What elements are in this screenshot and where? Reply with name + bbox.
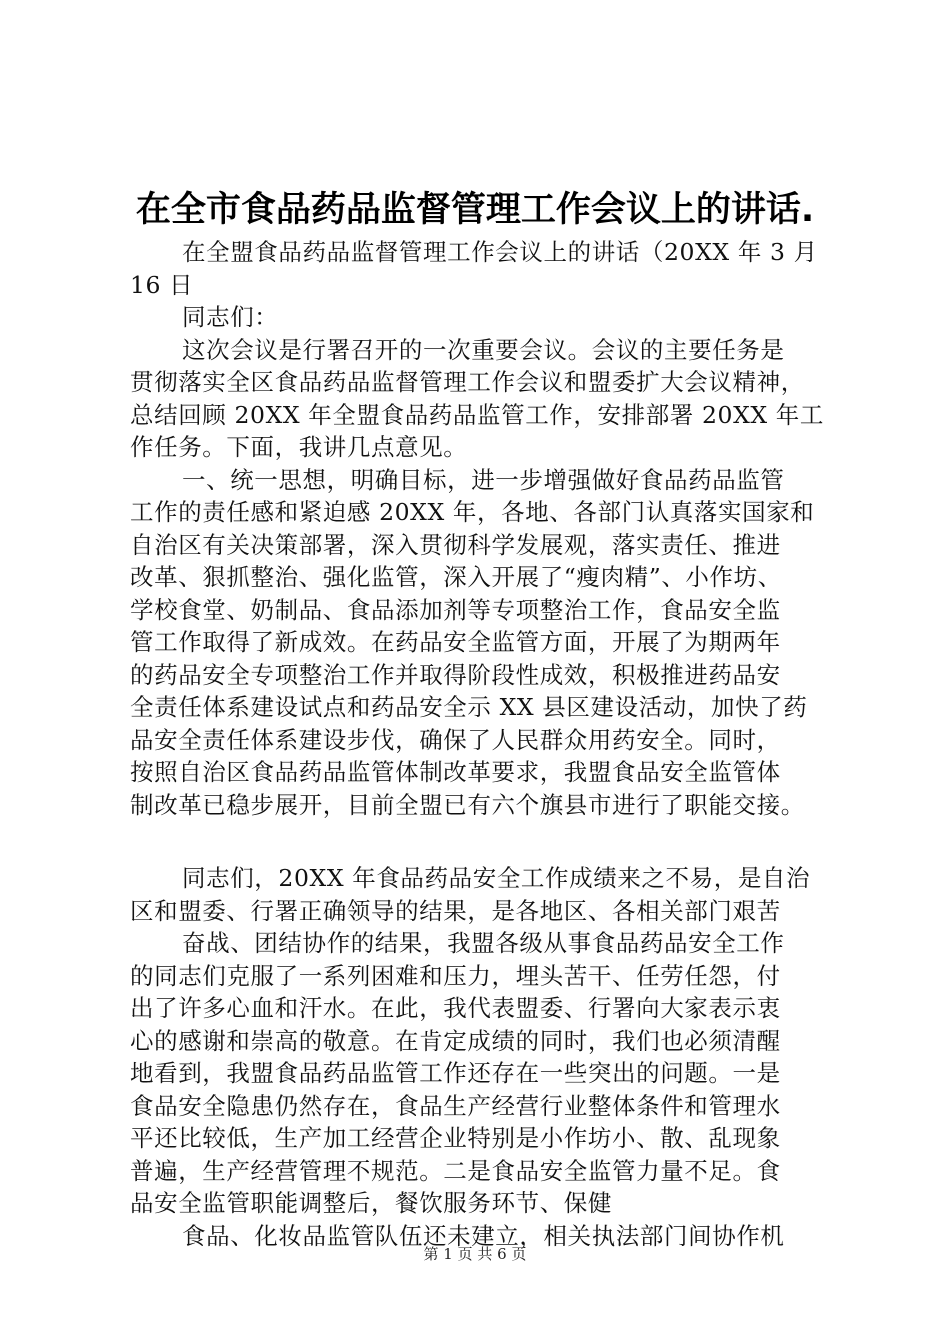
document-body — [130, 236, 830, 1252]
text-line: 食品安全隐患仍然存在，食品生产经营行业整体条件和管理水 — [130, 1091, 781, 1120]
text-line: 奋战、团结协作的结果，我盟各级从事食品药品安全工作 — [182, 929, 785, 957]
text-line: 改革、狠抓整治、强化监管，深入开展了“瘦肉精”、小作坊、 — [130, 563, 782, 591]
text-line: 工作的责任感和紧迫感 20XX 年，各地、各部门认真落实国家和 — [130, 498, 815, 526]
text-line: 管工作取得了新成效。在药品安全监管方面，开展了为期两年 — [130, 628, 781, 656]
text-line: 出了许多心血和汗水。在此，我代表盟委、行署向大家表示衷 — [130, 994, 781, 1022]
text-line: 普遍，生产经营管理不规范。二是食品安全监管力量不足。食 — [130, 1156, 781, 1185]
text-line: 区和盟委、行署正确领导的结果，是各地区、各相关部门艰苦 — [130, 896, 781, 925]
paragraph-gap — [130, 821, 830, 862]
text-line: 总结回顾 20XX 年全盟食品药品监管工作，安排部署 20XX 年工 — [130, 400, 825, 429]
text-line: 16 日 — [130, 270, 194, 299]
text-line: 按照自治区食品药品监管体制改革要求，我盟食品安全监管体 — [130, 758, 781, 786]
page-footer: 第 1 页 共 6 页 — [423, 1245, 527, 1263]
text-line: 一、统一思想，明确目标，进一步增强做好食品药品监管 — [182, 465, 785, 494]
text-line: 同志们： — [182, 303, 279, 331]
text-line: 在全盟食品药品监督管理工作会议上的讲话（20XX 年 3 月 — [182, 238, 818, 266]
text-line: 这次会议是行署召开的一次重要会议。会议的主要任务是 — [182, 335, 785, 364]
text-line: 同志们，20XX 年食品药品安全工作成绩来之不易，是自治 — [182, 864, 811, 892]
text-line: 平还比较低，生产加工经营企业特别是小作坊小、散、乱现象 — [130, 1124, 781, 1152]
text-line: 食品、化妆品监管队伍还未建立，相关执法部门间协作机 — [182, 1221, 785, 1250]
text-line: 的同志们克服了一系列困难和压力，埋头苦干、任劳任怨，付 — [130, 961, 781, 990]
text-line: 自治区有关决策部署，深入贯彻科学发展观，落实责任、推进 — [130, 530, 781, 559]
text-line: 地看到，我盟食品药品监管工作还存在一些突出的问题。一是 — [130, 1059, 781, 1087]
text-line: 品安全责任体系建设步伐，确保了人民群众用药安全。同时， — [130, 725, 781, 754]
text-line: 的药品安全专项整治工作并取得阶段性成效，积极推进药品安 — [130, 660, 781, 689]
text-line: 全责任体系建设试点和药品安全示 XX 县区建设活动，加快了药 — [130, 693, 808, 721]
text-line: 贯彻落实全区食品药品监督管理工作会议和盟委扩大会议精神， — [130, 368, 805, 396]
text-line: 作任务。下面，我讲几点意见。 — [130, 433, 468, 461]
text-line: 制改革已稳步展开，目前全盟已有六个旗县市进行了职能交接。 — [130, 790, 805, 819]
document-title: 在全市食品药品监督管理工作会议上的讲话. — [135, 190, 815, 230]
text-line: 学校食堂、奶制品、食品添加剂等专项整治工作，食品安全监 — [130, 595, 781, 624]
text-line: 品安全监管职能调整后，餐饮服务环节、保健 — [130, 1189, 612, 1217]
text-line: 心的感谢和崇高的敬意。在肯定成绩的同时，我们也必须清醒 — [130, 1026, 781, 1055]
